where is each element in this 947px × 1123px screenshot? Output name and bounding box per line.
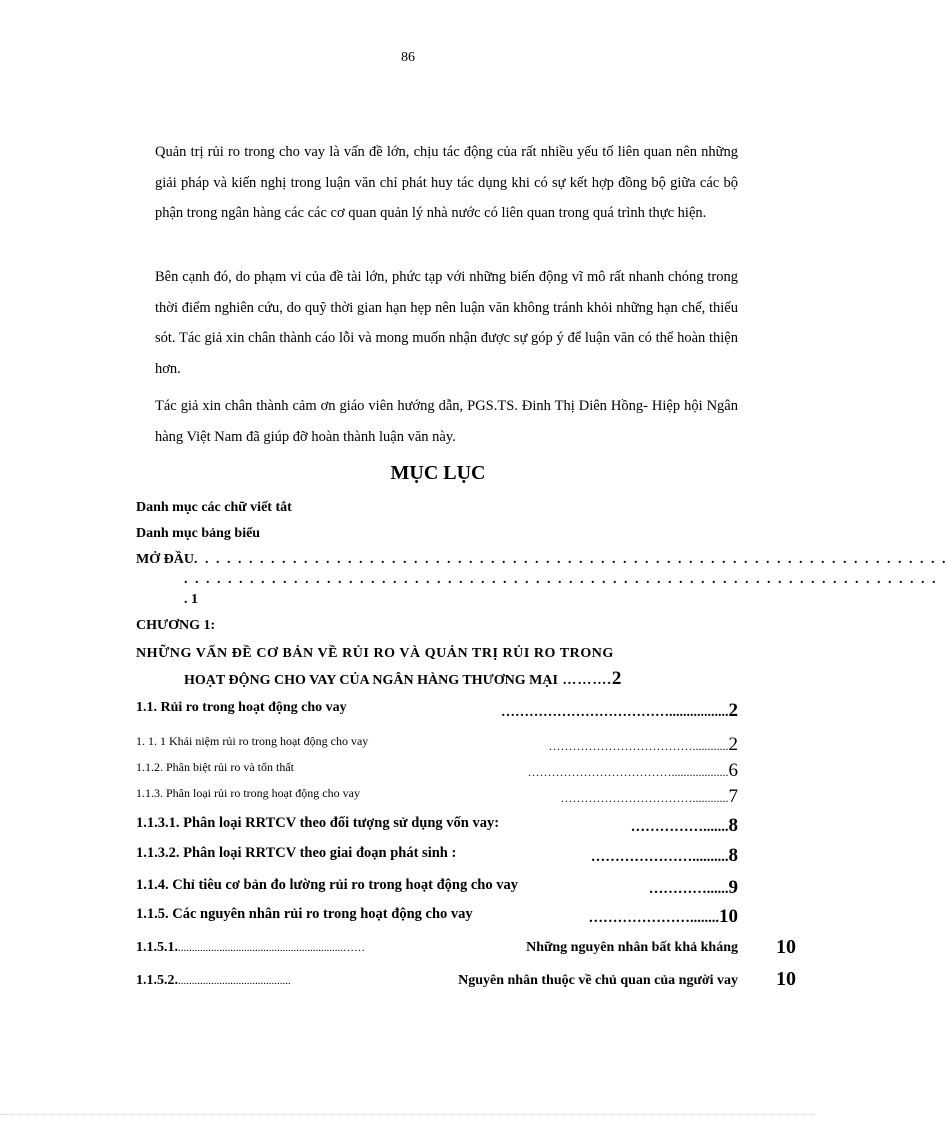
toc-entry[interactable] (136, 845, 738, 866)
toc-entry[interactable] (136, 786, 738, 807)
leader-dots: ……………………………............ (560, 791, 729, 805)
leader-dots: …………...... (648, 881, 729, 897)
toc-entry-right (549, 734, 739, 756)
toc-entry[interactable] (136, 940, 738, 956)
toc-chapter-label[interactable]: CHƯƠNG 1: (136, 618, 216, 633)
paragraph: Quản trị rủi ro trong cho vay là vấn đề lớn, chịu tác động của rất nhiều yếu tố liên quan nên những giải pháp và kiến nghị trong luận văn chỉ phát huy tác dụng khi có sự kết hợp đồng bộ giữa các bộ phận trong ngân hàng các các cơ quan quản lý nhà nước có liên quan trong quá trình thực hiện. (155, 144, 738, 221)
page-number: 86 (401, 50, 415, 65)
toc-intro-label: MỞ ĐẦU (136, 552, 194, 567)
toc-page-number: 2 (728, 734, 738, 755)
toc-entry-label: 1.1.3. Phân loại rủi ro trong hoạt động cho vay (136, 786, 360, 800)
paragraph: Bên cạnh đó, do phạm vi của đề tài lớn, phức tạp với những biến động vĩ mô rất nhanh chóng trong thời điểm nghiên cứu, do quỹ thời gian hạn hẹp nên luận văn không tránh khỏi những hạn chế, thiếu sót. Tác giả xin chân thành cáo lỗi và mong muốn nhận được sự góp ý để luận văn có thể hoàn thiện hơn. (155, 269, 738, 377)
toc-entry-label: 1.1.3.2. Phân loại RRTCV theo giai đoạn phát sinh : (136, 845, 457, 861)
toc-page-number: 7 (728, 786, 738, 807)
toc-page-number: 9 (728, 877, 738, 898)
toc-entry-right (589, 906, 739, 928)
toc-entry-right (649, 877, 738, 899)
toc-entry-label: 1.1.3.1. Phân loại RRTCV theo đối tượng sử dụng vốn vay: (136, 815, 500, 831)
leader-dots: ………………………………............ (548, 739, 729, 753)
toc-chapter-title-line1[interactable]: NHỮNG VẤN ĐỀ CƠ BẢN VỀ RỦI RO VÀ QUẢN TRỊ RỦI RO TRONG (136, 646, 614, 661)
toc-page-number: 10 (776, 968, 796, 990)
toc-intro-continuation (184, 572, 938, 588)
toc-entry[interactable] (136, 877, 738, 898)
leader-dots: ………………………………................... (527, 765, 729, 779)
chapter-title-text: HOẠT ĐỘNG CHO VAY CỦA NGÂN HÀNG THƯƠNG MẠI (184, 673, 558, 688)
toc-entry-label: 1. 1. 1 Khái niệm rủi ro trong hoạt động cho vay (136, 734, 369, 748)
toc-entry-right (501, 700, 738, 722)
toc-entry-right (528, 760, 739, 782)
leader-dots: ……………....... (630, 819, 729, 835)
leader-dots: ………. (557, 673, 612, 688)
toc-entry-right (591, 845, 738, 867)
toc-entry[interactable] (136, 973, 738, 989)
toc-entry-label: 1.1.4. Chỉ tiêu cơ bản đo lường rủi ro trong hoạt động cho vay (136, 877, 518, 893)
leader-dots: …………………........ (588, 910, 719, 926)
toc-page-number: 6 (728, 760, 738, 781)
toc-entry[interactable] (136, 734, 738, 755)
toc-intro-page: . 1 (184, 592, 198, 607)
toc-entry[interactable] (136, 906, 738, 927)
toc-entry[interactable] (136, 815, 738, 836)
toc-page-number: 2 (611, 668, 622, 689)
leader-dots: ………………………………................. (501, 705, 729, 720)
toc-entry-label: 1.1.2. Phân biệt rủi ro và tổn thất (136, 760, 294, 774)
toc-entry-right (631, 815, 738, 837)
page-bottom-divider (0, 1114, 816, 1115)
toc-entry-label: 1.1.5. Các nguyên nhân rủi ro trong hoạt động cho vay (136, 906, 473, 922)
toc-entry-number: 1.1.5.2. (136, 973, 178, 988)
toc-page-number: 8 (728, 815, 738, 836)
leader-dots: ............................................................…… (178, 942, 365, 954)
paragraph: Tác giả xin chân thành cảm ơn giáo viên hướng dẫn, PGS.TS. Đinh Thị Diên Hồng- Hiệp hội Ngân hàng Việt Nam đã giúp đỡ hoàn thành luận văn này. (155, 398, 738, 445)
toc-abbreviations[interactable]: Danh mục các chữ viết tắt (136, 500, 292, 515)
leader-dots: . . . . . . . . . . . . . . . . . . . . . . . . . . . . . . . . . . . . . . . . . . . . . . . . . . . . . . . . . . . . . . . . . . . . . (193, 552, 947, 567)
toc-page-number: 10 (719, 906, 738, 927)
toc-entry-label: Nguyên nhân thuộc về chủ quan của người vay (458, 973, 738, 988)
toc-page-number: 8 (728, 845, 738, 866)
toc-entry-label: 1.1. Rủi ro trong hoạt động cho vay (136, 700, 347, 715)
toc-entry[interactable] (136, 760, 738, 781)
toc-page-number: 2 (728, 700, 738, 721)
leader-dots: ………………….......... (590, 849, 729, 865)
toc-page-number: 10 (776, 936, 796, 958)
toc-chapter-title-line2[interactable] (184, 668, 621, 690)
toc-intro[interactable] (136, 552, 947, 568)
toc-entry-right (561, 786, 739, 808)
toc-entry[interactable] (136, 700, 738, 721)
toc-tables[interactable]: Danh mục bảng biểu (136, 526, 261, 541)
leader-dots: . . . . . . . . . . . . . . . . . . . . . . . . . . . . . . . . . . . . . . . . . . . . . . . . . . . . . . . . . . . . . . . . . . . . . (184, 572, 938, 587)
leader-dots: ......................................... (178, 975, 291, 987)
toc-title: MỤC LỤC (390, 462, 486, 484)
toc-entry-number: 1.1.5.1. (136, 940, 178, 955)
toc-entry-label: Những nguyên nhân bất khả kháng (526, 940, 738, 955)
